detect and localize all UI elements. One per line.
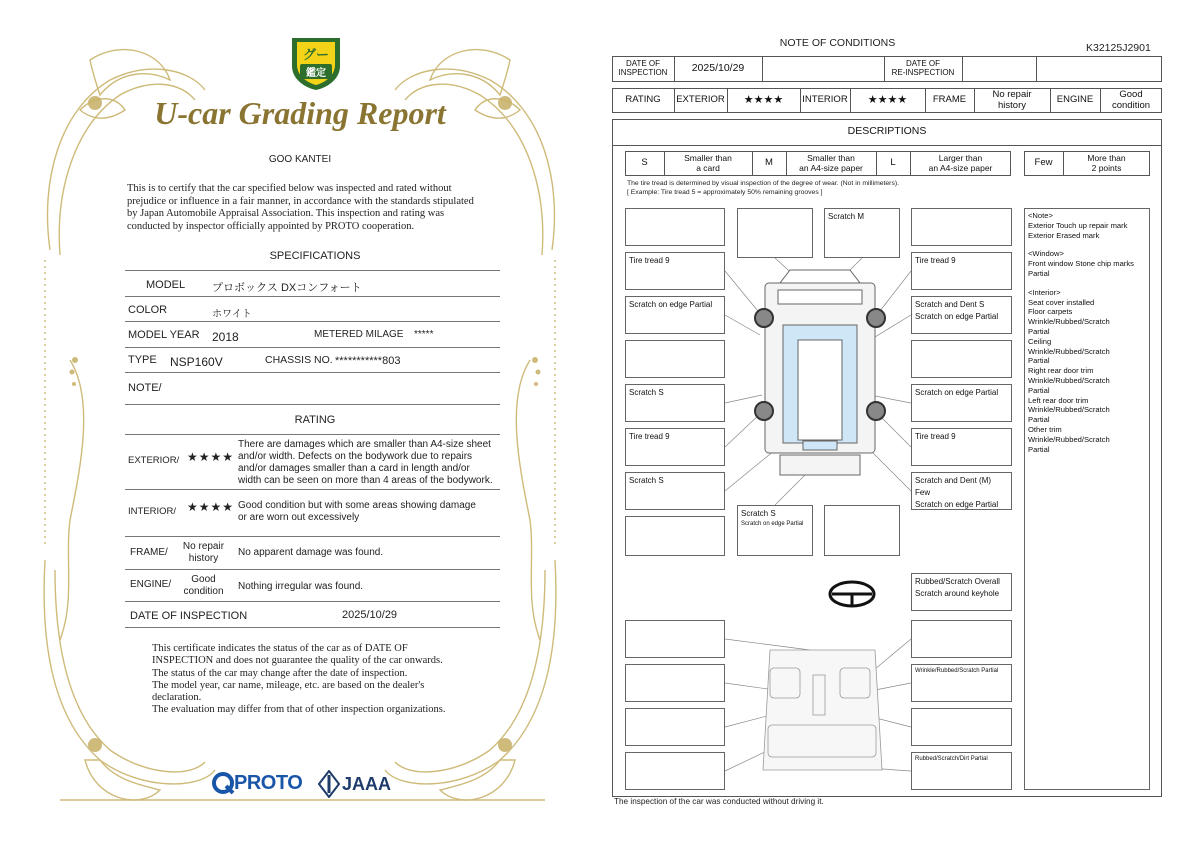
note-line: Ceiling	[1028, 336, 1052, 346]
note-line: Wrinkle/Rubbed/Scratch	[1028, 405, 1110, 415]
exterior-desc-line: width can be seen on more than 4 areas of the bodywork.	[238, 475, 493, 486]
int-box-left-3	[625, 708, 725, 746]
interior-label: INTERIOR	[802, 94, 848, 106]
notes-panel	[1024, 208, 1150, 790]
divider	[125, 489, 500, 490]
engine-label: ENGINE/	[130, 579, 172, 590]
legend-m: M	[765, 157, 773, 169]
note-line: Wrinkle/Rubbed/Scratch	[1028, 346, 1110, 356]
frame-value	[974, 88, 1050, 113]
badge-bottom-text: 鑑定	[300, 64, 332, 79]
note-line: Partial	[1028, 268, 1050, 278]
descriptions-heading: DESCRIPTIONS	[847, 125, 927, 138]
legend-line: an A4-size paper	[928, 162, 993, 173]
frame-description: No apparent damage was found.	[238, 547, 384, 558]
color-label: COLOR	[128, 304, 168, 316]
badge-top-text: グー	[302, 47, 329, 62]
mileage-label: METERED MILAGE	[314, 329, 404, 340]
ext-box-left-4: Scratch S	[625, 384, 725, 422]
note-of-conditions-sheet	[600, 0, 1200, 848]
interior-desc-line: Good condition but with some areas showing damage	[238, 500, 476, 511]
engine-value	[176, 574, 231, 598]
value-line: No repair	[992, 89, 1032, 101]
interior-desc-line: or are worn out excessively	[238, 512, 360, 523]
exterior-label: EXTERIOR/	[128, 455, 180, 466]
ext-box-right-5: Tire tread 9	[911, 428, 1012, 466]
label-line: RE-INSPECTION	[891, 68, 955, 77]
frame-value-line: history	[188, 553, 219, 564]
frame-label: FRAME/	[130, 547, 168, 558]
certify-line: conducted by inspector officially appointed by PROTO cooperation.	[127, 220, 415, 232]
interior-label: INTERIOR/	[128, 506, 177, 517]
ext-box-right-2	[911, 296, 1012, 334]
sheet-title: NOTE OF CONDITIONS	[779, 37, 896, 49]
model-label: MODEL	[146, 279, 186, 291]
ext-box-top-left	[625, 208, 725, 246]
certify-text	[127, 183, 507, 233]
ext-box-right-6	[911, 472, 1012, 510]
value-line: condition	[1111, 99, 1151, 111]
exterior-desc-line: and/or width. Defects on the bodywork due to repairs	[238, 451, 473, 462]
tire-tread-note	[627, 179, 899, 197]
label-line: DATE OF	[905, 59, 941, 69]
ext-box-top-mid: Scratch M	[824, 208, 900, 258]
note-spacer	[1028, 279, 1146, 288]
jaaa-logo-icon	[318, 770, 340, 798]
disclaimer-line: declaration.	[152, 692, 202, 704]
ext-box-right-1: Tire tread 9	[911, 252, 1012, 290]
note-line: <Note>	[1028, 211, 1053, 220]
chassis-label: CHASSIS NO.	[265, 354, 333, 366]
note-spacer	[1028, 240, 1146, 249]
spec-heading: SPECIFICATIONS	[269, 250, 361, 262]
mileage-value: *****	[414, 329, 434, 340]
color-value: ホワイト	[212, 309, 252, 320]
interior-stars: ★★★★	[867, 94, 908, 107]
disclaimer-line: The evaluation may differ from that of other inspection organizations.	[152, 704, 446, 716]
note-line: Partial	[1028, 326, 1050, 336]
exterior-stars: ★★★★	[743, 94, 784, 107]
box-line: Scratch on edge Partial	[741, 521, 804, 527]
reference-number: K32125J2901	[1086, 42, 1151, 54]
legend-line: Smaller than	[807, 153, 855, 164]
note-line: Partial	[1028, 385, 1050, 395]
ext-box-right-4: Scratch on edge Partial	[911, 384, 1012, 422]
divider	[125, 321, 500, 322]
label-line: DATE OF	[625, 59, 661, 69]
divider	[125, 296, 500, 297]
divider	[125, 270, 500, 271]
legend-line: an A4-size paper	[799, 162, 863, 173]
box-line: Scratch and Dent (M) Few	[915, 476, 992, 497]
exterior-stars: ★★★★	[187, 450, 235, 464]
box-line: Scratch on edge Partial	[915, 500, 999, 509]
exterior-desc-line: and/or damages smaller than a card in length and/or	[238, 463, 470, 474]
note-line: Floor carpets	[1028, 307, 1073, 317]
box-line: Rubbed/Scratch Overall	[915, 577, 1000, 586]
divider	[125, 404, 500, 405]
int-box-right-1	[911, 620, 1012, 658]
date-insp-label	[612, 56, 674, 82]
value-line: Good	[1119, 89, 1143, 101]
date-of-inspection-label: DATE OF INSPECTION	[130, 610, 248, 622]
disclaimer-line: INSPECTION and does not guarantee the quality of the car onwards.	[152, 655, 443, 667]
note-line: Exterior Erased mark	[1028, 230, 1100, 240]
legend-few-desc	[1063, 151, 1150, 176]
exterior-desc-line: There are damages which are smaller than A4-size sheet	[238, 439, 491, 450]
ext-box-top-mid-left	[737, 208, 813, 258]
ext-box-left-1: Tire tread 9	[625, 252, 725, 290]
note-line: Wrinkle/Rubbed/Scratch	[1028, 317, 1110, 327]
proto-logo-text: PROTO	[234, 772, 303, 794]
date-of-inspection-value: 2025/10/29	[342, 609, 398, 621]
certify-line: This is to certify that the car specified below was inspected and rated without	[127, 183, 452, 194]
disclaimer-line: This certificate indicates the status of the car as of DATE OF	[152, 643, 408, 654]
engine-value-line: Good	[191, 574, 216, 585]
note-line: Exterior Touch up repair mark	[1028, 220, 1128, 230]
divider	[125, 536, 500, 537]
note-line: Partial	[1028, 356, 1050, 366]
note-label: NOTE/	[128, 382, 162, 394]
sheet-footer: The inspection of the car was conducted without driving it.	[614, 797, 824, 806]
tire-note-line: The tire tread is determined by visual inspection of the degree of wear. (Not in millimeters).	[627, 180, 899, 187]
reinsp-label	[884, 56, 962, 82]
note-line: Right rear door trim	[1028, 366, 1094, 376]
divider	[125, 569, 500, 570]
box-line: Scratch around keyhole	[915, 589, 1000, 598]
type-value: NSP160V	[170, 355, 223, 369]
steering-box	[911, 573, 1012, 611]
ext-box-left-2: Scratch on edge Partial	[625, 296, 725, 334]
goo-kantei-badge	[288, 32, 344, 92]
divider	[125, 347, 500, 348]
note-line: Seat cover installed	[1028, 297, 1095, 307]
jaaa-logo-text: JAAA	[342, 774, 392, 794]
ext-box-top-right	[911, 208, 1012, 246]
box-line: Scratch on edge Partial	[915, 312, 999, 321]
int-box-right-4: Rubbed/Scratch/Dirt Partial	[911, 752, 1012, 790]
engine-value-line: condition	[183, 586, 224, 597]
legend-l-desc	[910, 151, 1011, 176]
certify-line: prejudice or influence in a fair manner, in accordance with the standards stipulated	[127, 195, 474, 207]
disclaimer-text	[152, 643, 492, 717]
note-line: Wrinkle/Rubbed/Scratch	[1028, 375, 1110, 385]
ext-box-left-5: Tire tread 9	[625, 428, 725, 466]
engine-value	[1100, 88, 1162, 113]
tire-note-line: [ Example: Tire tread 5 = approximately 50% remaining grooves ]	[627, 189, 823, 196]
frame-value-line: No repair	[182, 541, 225, 552]
int-box-left-1	[625, 620, 725, 658]
divider	[125, 627, 500, 628]
note-line: Other trim	[1028, 424, 1062, 434]
rating-heading: RATING	[294, 414, 336, 426]
divider	[125, 434, 500, 435]
engine-description: Nothing irregular was found.	[238, 581, 364, 592]
value-line: history	[998, 99, 1026, 111]
ext-box-right-3	[911, 340, 1012, 378]
ext-box-bottom-mid-left	[737, 505, 813, 556]
legend-m-desc	[786, 151, 876, 176]
label-line: INSPECTION	[618, 68, 668, 77]
legend-line: a card	[696, 162, 720, 173]
frame-label: FRAME	[932, 94, 967, 106]
divider	[125, 601, 500, 602]
report-subtitle: GOO KANTEI	[268, 154, 332, 165]
note-line: <Interior>	[1028, 287, 1061, 297]
divider	[125, 372, 500, 373]
int-box-left-2	[625, 664, 725, 702]
model-year-value: 2018	[212, 330, 239, 344]
int-box-left-4	[625, 752, 725, 790]
frame-value	[176, 541, 231, 565]
legend-few: Few	[1034, 157, 1053, 169]
exterior-description	[238, 439, 503, 487]
int-box-right-2: Wrinkle/Rubbed/Scratch Partial	[911, 664, 1012, 702]
ext-box-left-6: Scratch S	[625, 472, 725, 510]
box-line: Scratch S	[741, 509, 776, 518]
note-line: Front window Stone chip marks	[1028, 259, 1134, 269]
engine-label: ENGINE	[1056, 94, 1094, 106]
type-label: TYPE	[128, 354, 157, 366]
proto-logo-icon	[212, 772, 236, 796]
note-line: Wrinkle/Rubbed/Scratch	[1028, 434, 1110, 444]
note-line: <Window>	[1028, 249, 1064, 259]
report-title: U-car Grading Report	[154, 95, 446, 131]
legend-l: L	[890, 157, 896, 169]
ext-box-bottom-mid	[824, 505, 900, 556]
legend-line: More than	[1087, 153, 1126, 164]
model-value: プロボックス DXコンフォート	[212, 282, 362, 294]
interior-stars: ★★★★	[187, 500, 235, 514]
box-line: Scratch and Dent S	[915, 300, 985, 309]
note-line: Left rear door trim	[1028, 395, 1089, 405]
int-box-right-3	[911, 708, 1012, 746]
legend-line: 2 points	[1091, 162, 1122, 173]
exterior-label: EXTERIOR	[676, 94, 725, 106]
disclaimer-line: The model year, car name, mileage, etc. are based on the dealer's	[152, 679, 425, 691]
interior-description	[238, 500, 503, 524]
legend-s: S	[641, 157, 648, 169]
legend-line: Larger than	[938, 153, 983, 164]
disclaimer-line: The status of the car may change after the date of inspection.	[152, 667, 408, 679]
rating-label: RATING	[625, 94, 661, 106]
note-line: Partial	[1028, 415, 1050, 425]
note-line: Partial	[1028, 444, 1050, 454]
model-year-label: MODEL YEAR	[128, 329, 200, 341]
certify-line: by Japan Automobile Appraisal Association. This inspection and rating was	[127, 208, 445, 220]
ext-box-bottom-left	[625, 516, 725, 556]
ext-box-left-3	[625, 340, 725, 378]
legend-line: Smaller than	[684, 153, 732, 164]
legend-s-desc	[664, 151, 752, 176]
date-insp-value: 2025/10/29	[691, 62, 745, 75]
chassis-value: ***********803	[335, 355, 401, 367]
